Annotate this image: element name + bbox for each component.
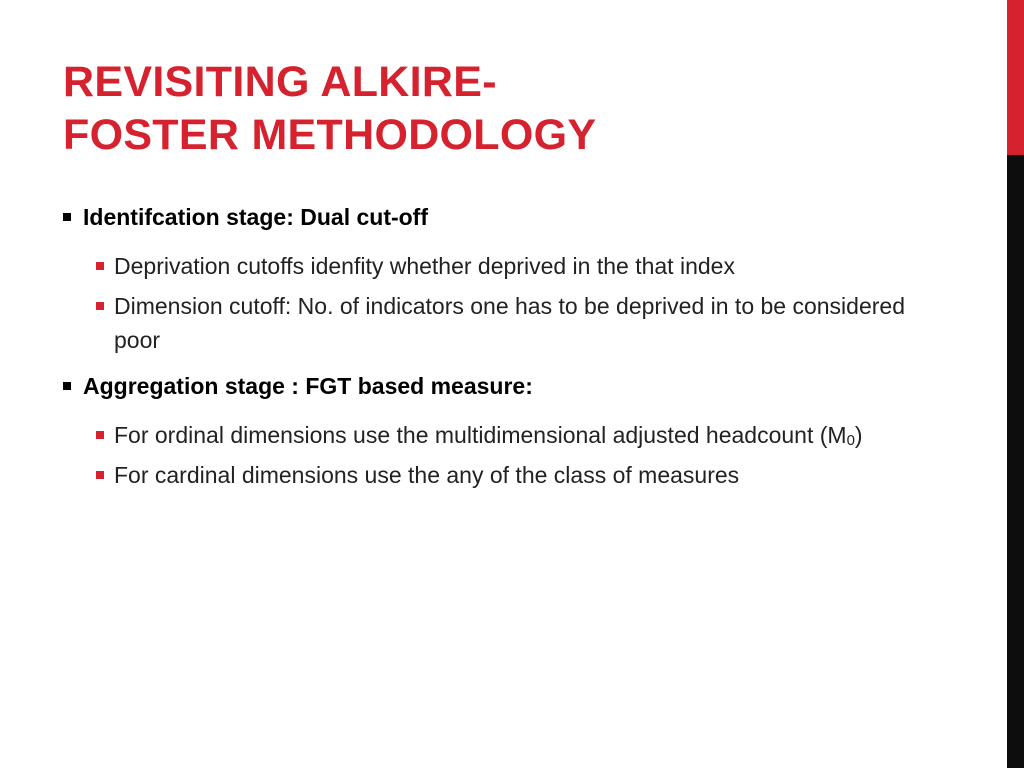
square-bullet-icon <box>63 213 71 221</box>
slide-body <box>63 200 923 492</box>
square-bullet-icon <box>96 302 104 310</box>
bullet-identification-stage <box>63 200 923 234</box>
sub-bullet-ordinal-dimensions <box>94 418 923 452</box>
sub-bullet-dimension-cutoff <box>94 289 923 357</box>
sub-bullet-text-prefix: For ordinal dimensions use the multidimensional adjusted headcount (M <box>114 422 847 448</box>
title-line-1: REVISITING ALKIRE- <box>63 58 497 106</box>
slide-title <box>63 56 963 162</box>
sub-bullet-text: Deprivation cutoffs idenfity whether deprived in the that index <box>114 253 735 279</box>
sub-bullet-cardinal-dimensions <box>94 458 923 492</box>
sub-bullet-deprivation-cutoffs <box>94 249 923 283</box>
bullet-text: Aggregation stage : FGT based measure: <box>83 373 533 399</box>
square-bullet-icon <box>96 262 104 270</box>
accent-bar-red <box>1007 0 1024 155</box>
square-bullet-icon <box>96 471 104 479</box>
sub-bullet-text: For cardinal dimensions use the any of the class of measures <box>114 462 740 488</box>
square-bullet-icon <box>63 382 71 390</box>
bullet-text: Identifcation stage: Dual cut-off <box>83 204 428 230</box>
sub-bullet-text-suffix: ) <box>854 422 863 448</box>
subscript-zero: 0 <box>846 432 855 449</box>
bullet-aggregation-stage <box>63 369 923 403</box>
title-line-2: FOSTER METHODOLOGY <box>63 111 597 159</box>
sub-bullet-text: Dimension cutoff: No. of indicators one has to be deprived in to be considered poor <box>114 293 905 353</box>
sub-bullet-text <box>114 422 863 448</box>
square-bullet-icon <box>96 431 104 439</box>
accent-bar-black <box>1007 155 1024 768</box>
